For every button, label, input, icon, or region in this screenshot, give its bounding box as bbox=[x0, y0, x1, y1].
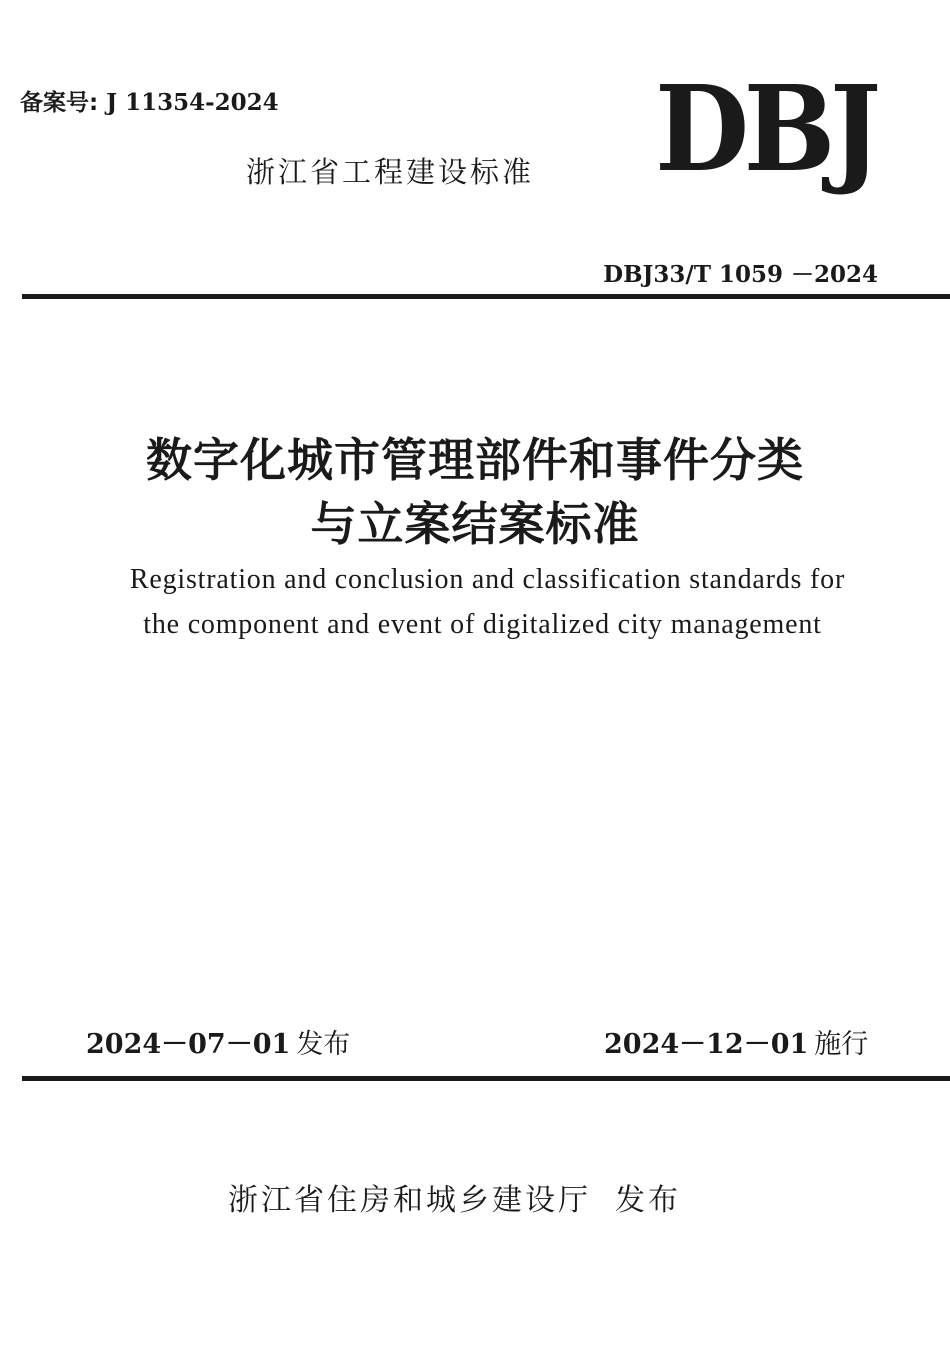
effective-date-suffix: 施行 bbox=[814, 1029, 869, 1060]
publisher bbox=[228, 1175, 681, 1219]
issue-date-value: 2024－07－01 bbox=[86, 1029, 291, 1060]
record-number bbox=[20, 84, 279, 117]
series-title: 浙江省工程建设标准 bbox=[246, 155, 535, 189]
record-number-value: J 11354-2024 bbox=[106, 89, 279, 116]
issue-date-suffix: 发布 bbox=[296, 1029, 351, 1060]
top-divider bbox=[22, 294, 950, 299]
effective-date-value: 2024－12－01 bbox=[604, 1029, 809, 1060]
standard-code: DBJ33/T 1059 －2024 bbox=[603, 261, 878, 288]
title-en-line-1: Registration and conclusion and classification standards for bbox=[129, 564, 846, 595]
effective-date bbox=[604, 1022, 868, 1061]
record-number-label: 备案号: bbox=[20, 90, 99, 116]
bottom-divider bbox=[22, 1076, 950, 1081]
publisher-name: 浙江省住房和城乡建设厅 bbox=[228, 1183, 591, 1218]
title-en-line-2: the component and event of digitalized city management bbox=[143, 609, 822, 640]
title-cn-line-1: 数字化城市管理部件和事件分类 bbox=[146, 433, 804, 487]
issue-date bbox=[86, 1022, 350, 1061]
publish-action: 发布 bbox=[615, 1183, 681, 1218]
title-cn-line-2: 与立案结案标准 bbox=[310, 497, 640, 551]
dbj-logo: DBJ bbox=[655, 59, 876, 198]
